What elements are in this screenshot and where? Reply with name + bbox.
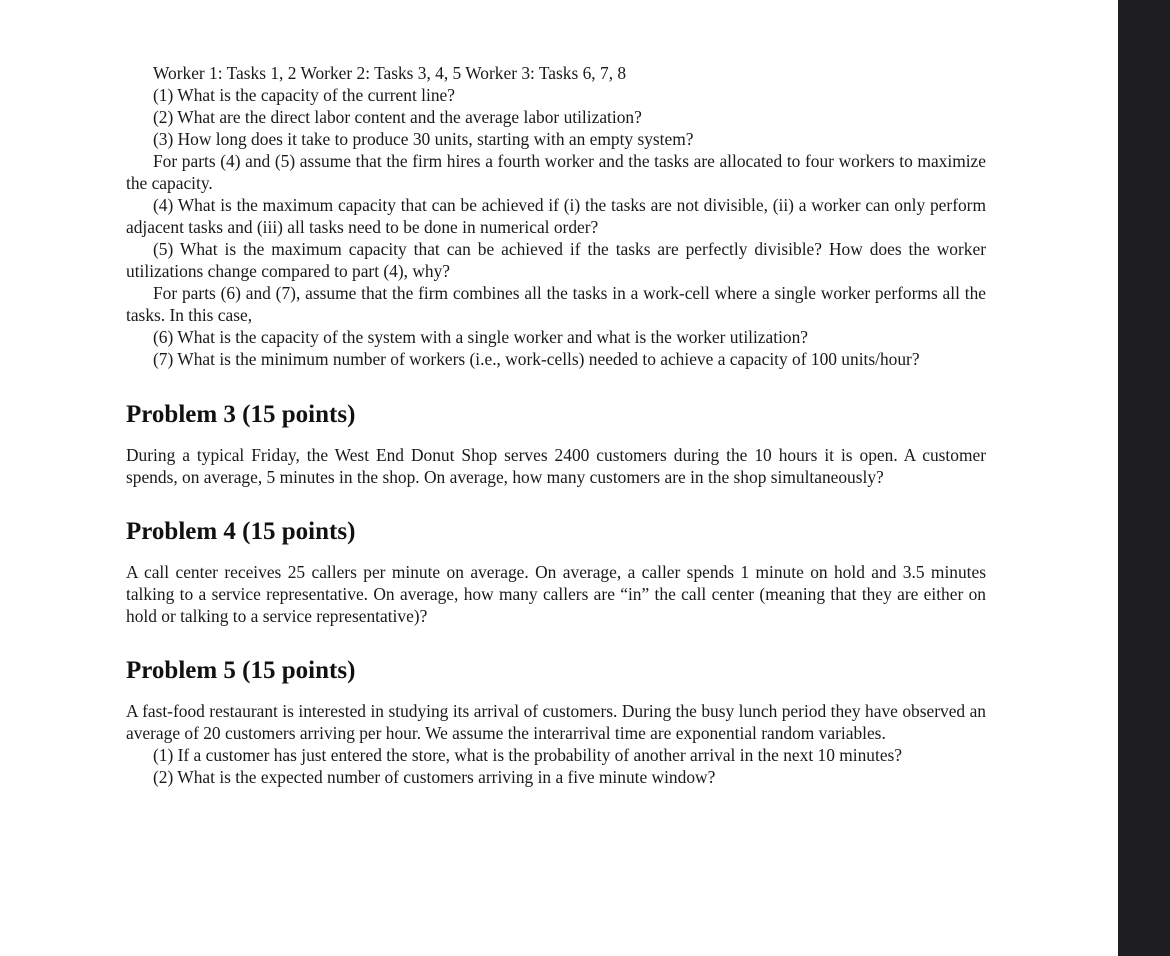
page-content bbox=[126, 62, 986, 788]
question-3: (3) How long does it take to produce 30 units, starting with an empty system? bbox=[153, 129, 694, 149]
problem-5-heading: Problem 5 (15 points) bbox=[126, 657, 356, 684]
question-2: (2) What are the direct labor content and the average labor utilization? bbox=[153, 107, 642, 127]
vertical-scrollbar[interactable] bbox=[1118, 0, 1170, 956]
question-6: (6) What is the capacity of the system with a single worker and what is the worker utilization? bbox=[153, 327, 809, 347]
parts-4-5-intro: For parts (4) and (5) assume that the firm hires a fourth worker and the tasks are allocated to four workers to maximize the capacity. bbox=[126, 151, 986, 193]
problem-5-question-2: (2) What is the expected number of customers arriving in a five minute window? bbox=[153, 767, 716, 787]
question-1: (1) What is the capacity of the current line? bbox=[153, 85, 455, 105]
parts-6-7-intro: For parts (6) and (7), assume that the firm combines all the tasks in a work-cell where a single worker performs all the tasks. In this case, bbox=[126, 283, 986, 325]
question-7: (7) What is the minimum number of workers (i.e., work-cells) needed to achieve a capacity of 100 units/hour? bbox=[153, 349, 920, 369]
question-5: (5) What is the maximum capacity that can be achieved if the tasks are perfectly divisible? How does the worker utilizations change compared to part (4), why? bbox=[126, 239, 986, 281]
problem-4-body: A call center receives 25 callers per minute on average. On average, a caller spends 1 minute on hold and 3.5 minutes talking to a service representative. On average, how many callers are “in” the call center (meaning that they are either on hold or talking to a service representative)? bbox=[126, 562, 986, 626]
question-4: (4) What is the maximum capacity that can be achieved if (i) the tasks are not divisible, (ii) a worker can only perform adjacent tasks and (iii) all tasks need to be done in numerical order? bbox=[126, 195, 986, 237]
problem-5-body: A fast-food restaurant is interested in studying its arrival of customers. During the busy lunch period they have observed an average of 20 customers arriving per hour. We assume the interarrival time are exponential random variables. bbox=[126, 701, 986, 743]
problem-3-heading: Problem 3 (15 points) bbox=[126, 401, 356, 428]
problem-3-body: During a typical Friday, the West End Donut Shop serves 2400 customers during the 10 hours it is open. A customer spends, on average, 5 minutes in the shop. On average, how many customers are in the shop simultaneously? bbox=[126, 445, 986, 487]
workers-assignment: Worker 1: Tasks 1, 2 Worker 2: Tasks 3, 4, 5 Worker 3: Tasks 6, 7, 8 bbox=[153, 63, 627, 83]
problem-4-heading: Problem 4 (15 points) bbox=[126, 518, 356, 545]
problem-5-question-1: (1) If a customer has just entered the store, what is the probability of another arrival in the next 10 minutes? bbox=[153, 745, 903, 765]
